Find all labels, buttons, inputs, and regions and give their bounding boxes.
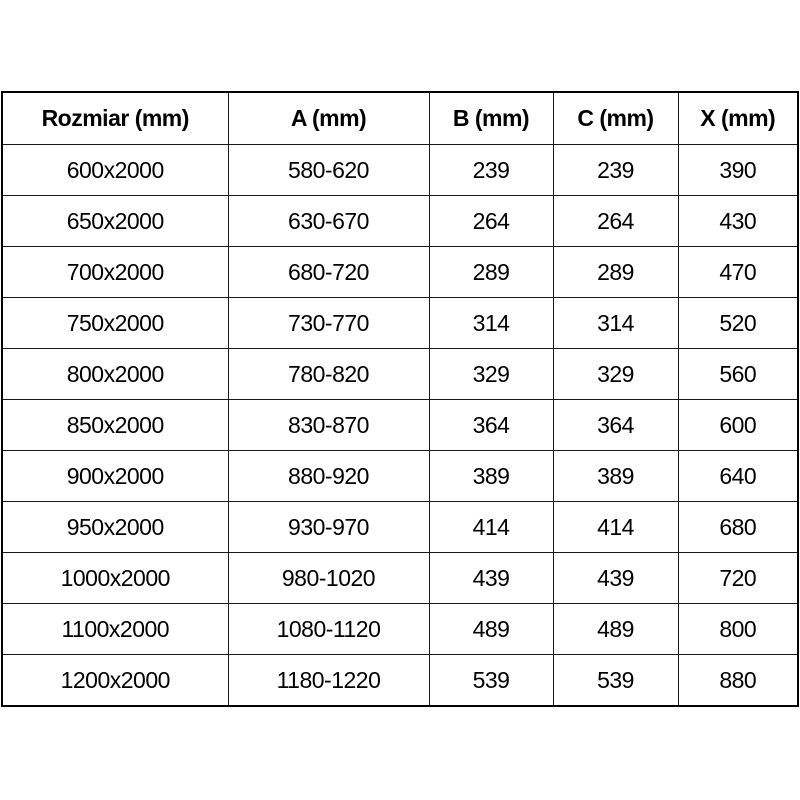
cell-c: 539 bbox=[553, 655, 678, 707]
table-row bbox=[2, 604, 798, 655]
cell-b: 414 bbox=[429, 502, 553, 553]
cell-c: 264 bbox=[553, 196, 678, 247]
dimensions-table bbox=[1, 91, 799, 707]
cell-c: 414 bbox=[553, 502, 678, 553]
cell-a: 980-1020 bbox=[228, 553, 429, 604]
column-header-rozmiar: Rozmiar (mm) bbox=[2, 92, 228, 145]
cell-size: 1200x2000 bbox=[2, 655, 228, 707]
cell-x: 430 bbox=[678, 196, 798, 247]
cell-x: 800 bbox=[678, 604, 798, 655]
cell-c: 389 bbox=[553, 451, 678, 502]
cell-size: 900x2000 bbox=[2, 451, 228, 502]
cell-x: 560 bbox=[678, 349, 798, 400]
table-row bbox=[2, 553, 798, 604]
cell-size: 700x2000 bbox=[2, 247, 228, 298]
cell-size: 850x2000 bbox=[2, 400, 228, 451]
table-row bbox=[2, 298, 798, 349]
cell-a: 1180-1220 bbox=[228, 655, 429, 707]
cell-b: 539 bbox=[429, 655, 553, 707]
cell-b: 489 bbox=[429, 604, 553, 655]
cell-a: 830-870 bbox=[228, 400, 429, 451]
cell-x: 390 bbox=[678, 145, 798, 196]
table-row bbox=[2, 400, 798, 451]
cell-b: 264 bbox=[429, 196, 553, 247]
cell-b: 314 bbox=[429, 298, 553, 349]
cell-a: 880-920 bbox=[228, 451, 429, 502]
cell-c: 489 bbox=[553, 604, 678, 655]
cell-a: 680-720 bbox=[228, 247, 429, 298]
cell-c: 289 bbox=[553, 247, 678, 298]
cell-x: 720 bbox=[678, 553, 798, 604]
cell-size: 1000x2000 bbox=[2, 553, 228, 604]
column-header-x: X (mm) bbox=[678, 92, 798, 145]
cell-size: 950x2000 bbox=[2, 502, 228, 553]
cell-size: 650x2000 bbox=[2, 196, 228, 247]
cell-size: 750x2000 bbox=[2, 298, 228, 349]
cell-c: 314 bbox=[553, 298, 678, 349]
table-row bbox=[2, 145, 798, 196]
cell-size: 800x2000 bbox=[2, 349, 228, 400]
column-header-b: B (mm) bbox=[429, 92, 553, 145]
cell-x: 880 bbox=[678, 655, 798, 707]
table-row bbox=[2, 655, 798, 707]
cell-a: 580-620 bbox=[228, 145, 429, 196]
cell-c: 239 bbox=[553, 145, 678, 196]
cell-x: 600 bbox=[678, 400, 798, 451]
cell-b: 364 bbox=[429, 400, 553, 451]
cell-x: 520 bbox=[678, 298, 798, 349]
table-row bbox=[2, 502, 798, 553]
cell-b: 389 bbox=[429, 451, 553, 502]
cell-b: 239 bbox=[429, 145, 553, 196]
table-row bbox=[2, 349, 798, 400]
cell-a: 930-970 bbox=[228, 502, 429, 553]
cell-b: 289 bbox=[429, 247, 553, 298]
column-header-a: A (mm) bbox=[228, 92, 429, 145]
cell-b: 439 bbox=[429, 553, 553, 604]
cell-size: 1100x2000 bbox=[2, 604, 228, 655]
cell-a: 630-670 bbox=[228, 196, 429, 247]
cell-c: 439 bbox=[553, 553, 678, 604]
cell-x: 470 bbox=[678, 247, 798, 298]
cell-a: 730-770 bbox=[228, 298, 429, 349]
cell-a: 780-820 bbox=[228, 349, 429, 400]
cell-b: 329 bbox=[429, 349, 553, 400]
cell-size: 600x2000 bbox=[2, 145, 228, 196]
cell-x: 680 bbox=[678, 502, 798, 553]
cell-a: 1080-1120 bbox=[228, 604, 429, 655]
table-header-row bbox=[2, 92, 798, 145]
cell-x: 640 bbox=[678, 451, 798, 502]
table-row bbox=[2, 196, 798, 247]
table-row bbox=[2, 451, 798, 502]
cell-c: 329 bbox=[553, 349, 678, 400]
table-row bbox=[2, 247, 798, 298]
cell-c: 364 bbox=[553, 400, 678, 451]
column-header-c: C (mm) bbox=[553, 92, 678, 145]
